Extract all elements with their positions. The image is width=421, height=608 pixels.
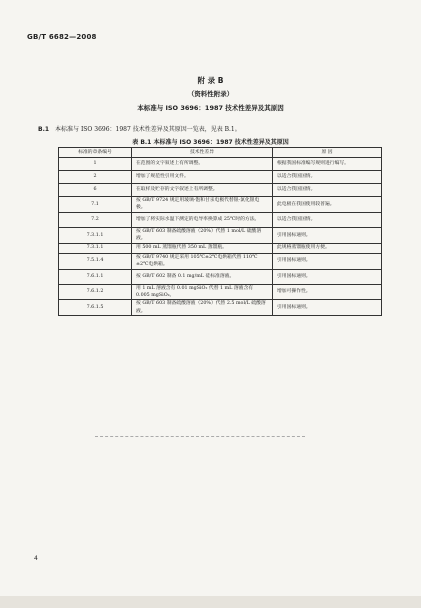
cell-difference: 按 GB/T 9740 规定采用 105℃±2℃电烘箱代替 110℃±2℃电烘箱。: [132, 253, 273, 269]
appendix-title: 附 录 B: [197, 76, 224, 85]
table-caption: 表 B.1 本标准与 ISO 3696：1987 技术性差异及其原因: [132, 139, 289, 146]
table-row: [59, 300, 382, 316]
cell-reason: 引用国标通则。: [273, 300, 382, 316]
cell-clause: 7.6.1.2: [59, 284, 132, 300]
cell-difference: 在范围的文字叙述上有所调整。: [132, 158, 273, 171]
cell-reason: 引用国标通则。: [273, 253, 382, 269]
page-edge: [0, 596, 421, 608]
cell-clause: 7.3.1.1: [59, 243, 132, 253]
cell-difference: 按 GB/T 603 制备硫酸溶液（20%）代替 1 mol/L 硫酸溶液。: [132, 227, 273, 243]
clause-b1: [38, 124, 241, 133]
cell-clause: 7.2: [59, 212, 132, 227]
cell-clause: 7.3.1.1: [59, 227, 132, 243]
cell-reason: 引用国标通则。: [273, 269, 382, 284]
cell-difference: 增加了将实际水温下测定的电导率换算成 25℃时的方法。: [132, 212, 273, 227]
cell-clause: 7.5.1.4: [59, 253, 132, 269]
cell-clause: 7.6.1.1: [59, 269, 132, 284]
cell-clause: 7.6.1.5: [59, 300, 132, 316]
header-difference: 技术性差异: [132, 148, 273, 158]
table-row: [59, 212, 382, 227]
cell-reason: 以适合我国国情。: [273, 212, 382, 227]
cell-reason: 此规格蒸馏瓶使用方便。: [273, 243, 382, 253]
cell-difference: 按 GB/T 602 制备 0.1 mg/mL 硅标准溶液。: [132, 269, 273, 284]
appendix-subtitle: （资料性附录）: [187, 90, 234, 98]
table-header-row: [59, 148, 382, 158]
standard-number: GB/T 6682—2008: [27, 33, 97, 41]
table-row: [59, 253, 382, 269]
table-row: [59, 284, 382, 300]
header-reason: 原 因: [273, 148, 382, 158]
difference-table: [58, 147, 382, 316]
cell-clause: 2: [59, 171, 132, 184]
cell-difference: 用 500 mL 蒸馏瓶代替 350 mL 蒸馏瓶。: [132, 243, 273, 253]
cell-clause: 6: [59, 184, 132, 197]
table-row: [59, 269, 382, 284]
cell-difference: 在取样及贮存的文字叙述上有所调整。: [132, 184, 273, 197]
divider: [95, 436, 305, 437]
table-row: [59, 184, 382, 197]
cell-clause: 7.1: [59, 197, 132, 213]
cell-difference: 增加了规范性引用文件。: [132, 171, 273, 184]
table-row: [59, 171, 382, 184]
cell-reason: 增加可操作性。: [273, 284, 382, 300]
cell-reason: 以适合我国国情。: [273, 171, 382, 184]
cell-reason: 此电极在我国使用较普遍。: [273, 197, 382, 213]
table-row: [59, 158, 382, 171]
cell-reason: 根据我国标准编写规则进行编写。: [273, 158, 382, 171]
cell-difference: 按 GB/T 9724 规定用玻璃-饱和甘汞电极代替银-氯化银电极。: [132, 197, 273, 213]
cell-difference: 用 1 mL 溶液含有 0.01 mgSiO₂ 代替 1 mL 溶液含有 0.005 mgSiO₂。: [132, 284, 273, 300]
cell-reason: 引用国标通则。: [273, 227, 382, 243]
header-clause: 标准的章条编号: [59, 148, 132, 158]
cell-reason: 以适合我国国情。: [273, 184, 382, 197]
cell-clause: 1: [59, 158, 132, 171]
clause-text: 本标准与 ISO 3696：1987 技术性差异及其原因一览表，见表 B.1。: [55, 126, 241, 133]
table-row: [59, 243, 382, 253]
cell-difference: 按 GB/T 603 制备硫酸溶液（20%）代替 2.5 mol/L 硫酸溶液。: [132, 300, 273, 316]
clause-number: B.1: [38, 126, 50, 133]
page-number: 4: [34, 555, 38, 562]
table-row: [59, 227, 382, 243]
table-row: [59, 197, 382, 213]
appendix-heading: 本标准与 ISO 3696：1987 技术性差异及其原因: [137, 104, 284, 112]
